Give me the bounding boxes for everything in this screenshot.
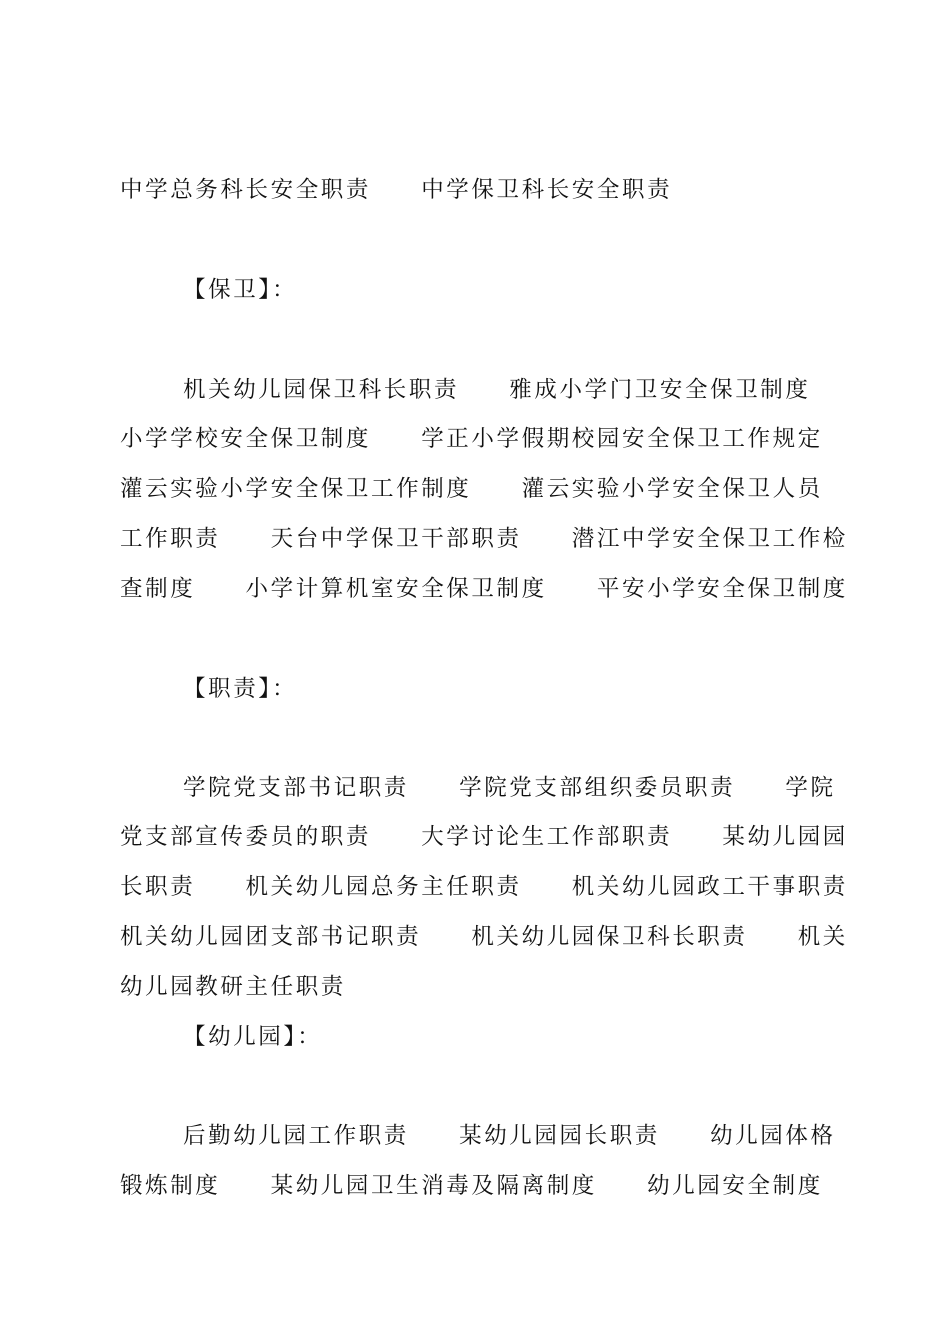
text-line: 机关幼儿园团支部书记职责 机关幼儿园保卫科长职责 机关	[120, 923, 848, 950]
section-heading-zhize: 【职责】：	[183, 675, 298, 702]
text-line: 长职责 机关幼儿园总务主任职责 机关幼儿园政工干事职责	[120, 873, 848, 900]
text-line: 学院党支部书记职责 学院党支部组织委员职责 学院	[183, 774, 836, 801]
text-line: 小学学校安全保卫制度 学正小学假期校园安全保卫工作规定	[120, 425, 823, 452]
text-line: 幼儿园教研主任职责	[120, 973, 346, 1000]
text-line: 机关幼儿园保卫科长职责 雅成小学门卫安全保卫制度	[183, 376, 811, 403]
text-line: 工作职责 天台中学保卫干部职责 潜江中学安全保卫工作检	[120, 525, 848, 552]
section-heading-youeryuan: 【幼儿园】：	[183, 1023, 323, 1050]
section-heading-baowei: 【保卫】：	[183, 276, 298, 303]
text-line: 锻炼制度 某幼儿园卫生消毒及隔离制度 幼儿园安全制度	[120, 1172, 823, 1199]
text-line: 灌云实验小学安全保卫工作制度 灌云实验小学安全保卫人员	[120, 475, 823, 502]
text-line: 中学总务科长安全职责 中学保卫科长安全职责	[120, 176, 673, 203]
text-line: 党支部宣传委员的职责 大学讨论生工作部职责 某幼儿园园	[120, 823, 848, 850]
text-line: 查制度 小学计算机室安全保卫制度 平安小学安全保卫制度	[120, 575, 848, 602]
text-line: 后勤幼儿园工作职责 某幼儿园园长职责 幼儿园体格	[183, 1122, 836, 1149]
